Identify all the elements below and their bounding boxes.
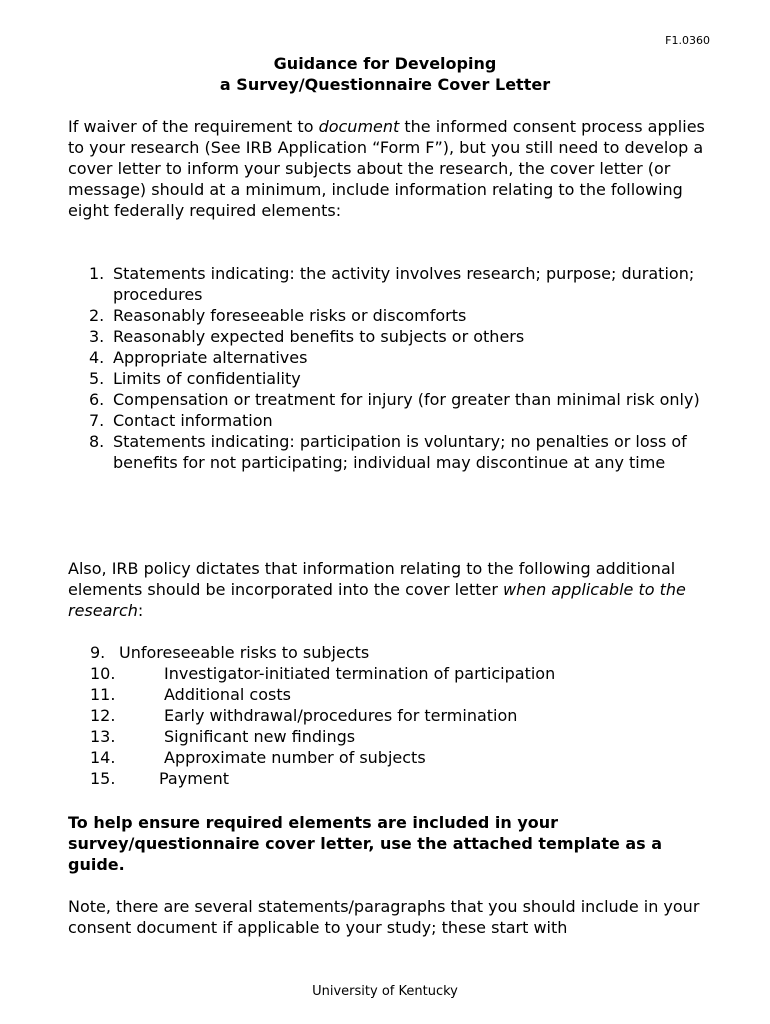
page-title	[0, 53, 770, 95]
list-item-text: Significant new findings	[164, 727, 356, 746]
list-item	[68, 726, 718, 747]
also-emphasis: when applicable to the research	[68, 580, 686, 620]
title-line-1: Guidance for Developing	[273, 54, 497, 73]
list-item	[68, 326, 718, 347]
intro-text-start: If waiver of the requirement to	[68, 117, 319, 136]
list-item-text: Appropriate alternatives	[113, 348, 308, 367]
list-item	[68, 431, 718, 473]
intro-paragraph	[68, 116, 718, 221]
list-item-text: Limits of confidentiality	[113, 369, 301, 388]
list-item-text: Compensation or treatment for injury (for greater than minimal risk only)	[113, 390, 700, 409]
list-item	[68, 768, 718, 789]
list-item	[68, 747, 718, 768]
additional-elements-paragraph	[68, 558, 718, 621]
list-item-text: Investigator-initiated termination of participation	[164, 664, 556, 683]
intro-emphasis: document	[318, 117, 400, 136]
additional-elements-list	[68, 642, 718, 789]
form-code: F1.0360	[665, 34, 710, 47]
list-item-text: Statements indicating: the activity involves research; purpose; duration; procedures	[113, 264, 695, 304]
list-item-text: Payment	[159, 769, 230, 788]
list-item	[68, 684, 718, 705]
template-guidance-note: To help ensure required elements are included in your survey/questionnaire cover letter, use the attached template as a guide.	[68, 813, 663, 874]
list-item-text: Approximate number of subjects	[164, 748, 426, 767]
list-item-text: Statements indicating: participation is voluntary; no penalties or loss of benefits for not participating; individual may discontinue at any time	[113, 432, 687, 472]
list-item-number: 9.	[90, 643, 106, 662]
list-item-number: 11.	[90, 685, 116, 704]
list-item-number: 4.	[89, 348, 105, 367]
list-item-text: Unforeseeable risks to subjects	[119, 643, 370, 662]
list-item	[68, 663, 718, 684]
list-item	[68, 410, 718, 431]
list-item-number: 14.	[90, 748, 116, 767]
required-elements-list	[68, 263, 718, 473]
list-item	[68, 705, 718, 726]
list-item-number: 8.	[89, 432, 105, 451]
list-item-number: 13.	[90, 727, 116, 746]
list-item	[68, 642, 718, 663]
footer-institution: University of Kentucky	[312, 984, 458, 999]
list-item-number: 6.	[89, 390, 105, 409]
list-item	[68, 389, 718, 410]
list-item	[68, 305, 718, 326]
closing-note: Note, there are several statements/paragraphs that you should include in your consent document if applicable to your study; these start with	[68, 897, 700, 937]
list-item-number: 12.	[90, 706, 116, 725]
list-item-number: 7.	[89, 411, 105, 430]
list-item-text: Early withdrawal/procedures for termination	[164, 706, 518, 725]
list-item-number: 5.	[89, 369, 105, 388]
list-item	[68, 368, 718, 389]
list-item-number: 10.	[90, 664, 116, 683]
also-text-start: Also, IRB policy dictates that information relating to the following additional elements should be incorporated into the cover letter	[68, 559, 676, 599]
list-item-number: 2.	[89, 306, 105, 325]
list-item-text: Contact information	[113, 411, 273, 430]
title-line-2: a Survey/Questionnaire Cover Letter	[219, 75, 551, 94]
list-item	[68, 347, 718, 368]
intro-text-end: the informed consent process applies to your research (See IRB Application “Form F”), but you still need to develop a cover letter to inform your subjects about the research, the cover letter (or message) should at a minimum, include information relating to the following eight federally required elements:	[68, 117, 705, 220]
also-text-end: :	[137, 601, 144, 620]
list-item-number: 15.	[90, 769, 116, 788]
list-item-number: 3.	[89, 327, 105, 346]
list-item-number: 1.	[89, 264, 105, 283]
list-item-text: Reasonably expected benefits to subjects or others	[113, 327, 525, 346]
list-item-text: Additional costs	[164, 685, 291, 704]
list-item	[68, 263, 718, 305]
list-item-text: Reasonably foreseeable risks or discomforts	[113, 306, 467, 325]
